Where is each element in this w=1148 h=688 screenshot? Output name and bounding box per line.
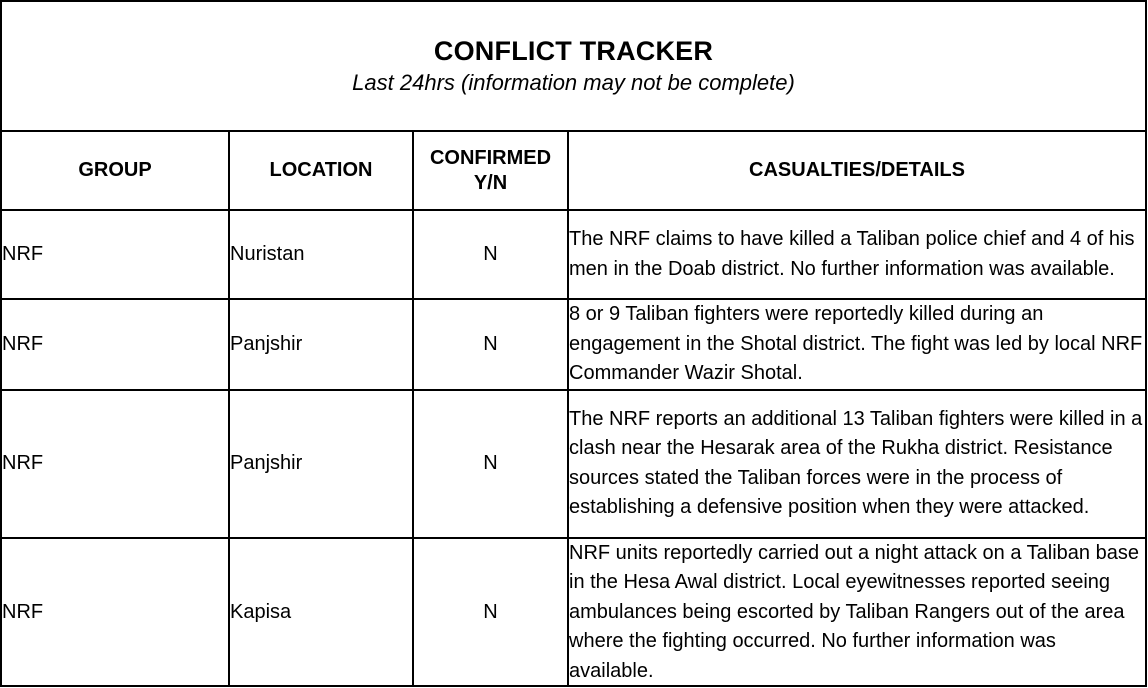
cell-details: The NRF claims to have killed a Taliban police chief and 4 of his men in the Doab district. No further information was available. — [568, 210, 1145, 299]
column-header-confirmed-line1: CONFIRMED — [429, 146, 552, 169]
cell-location: Panjshir — [229, 390, 413, 538]
cell-location: Panjshir — [229, 299, 413, 390]
table-row — [2, 538, 1145, 687]
page-subtitle: Last 24hrs (information may not be complete) — [352, 70, 795, 95]
cell-details: The NRF reports an additional 13 Taliban fighters were killed in a clash near the Hesarak area of the Rukha district. Resistance sources stated the Taliban forces were in the process of establishing a defensive position when they were attacked. — [568, 390, 1145, 538]
cell-details: 8 or 9 Taliban fighters were reportedly killed during an engagement in the Shotal district. The fight was led by local NRF Commander Wazir Shotal. — [568, 299, 1145, 390]
column-header-confirmed — [413, 132, 568, 210]
cell-confirmed: N — [413, 538, 568, 687]
column-header-details: CASUALTIES/DETAILS — [568, 132, 1145, 210]
conflict-table — [2, 132, 1145, 686]
cell-confirmed: N — [413, 210, 568, 299]
table-row — [2, 210, 1145, 299]
table-header-row — [2, 132, 1145, 210]
cell-group: NRF — [2, 299, 229, 390]
cell-group: NRF — [2, 210, 229, 299]
title-block — [2, 2, 1145, 132]
page-title: CONFLICT TRACKER — [433, 36, 714, 66]
cell-confirmed: N — [413, 299, 568, 390]
column-header-location: LOCATION — [229, 132, 413, 210]
cell-group: NRF — [2, 538, 229, 687]
table-row — [2, 299, 1145, 390]
cell-confirmed: N — [413, 390, 568, 538]
cell-location: Kapisa — [229, 538, 413, 687]
column-header-confirmed-line2: Y/N — [473, 171, 508, 194]
cell-details: NRF units reportedly carried out a night attack on a Taliban base in the Hesa Awal district. Local eyewitnesses reported seeing ambulances being escorted by Taliban Rangers out of the area where the fighting occurred. No further information was available. — [568, 538, 1145, 687]
cell-location: Nuristan — [229, 210, 413, 299]
cell-group: NRF — [2, 390, 229, 538]
table-row — [2, 390, 1145, 538]
column-header-group: GROUP — [2, 132, 229, 210]
